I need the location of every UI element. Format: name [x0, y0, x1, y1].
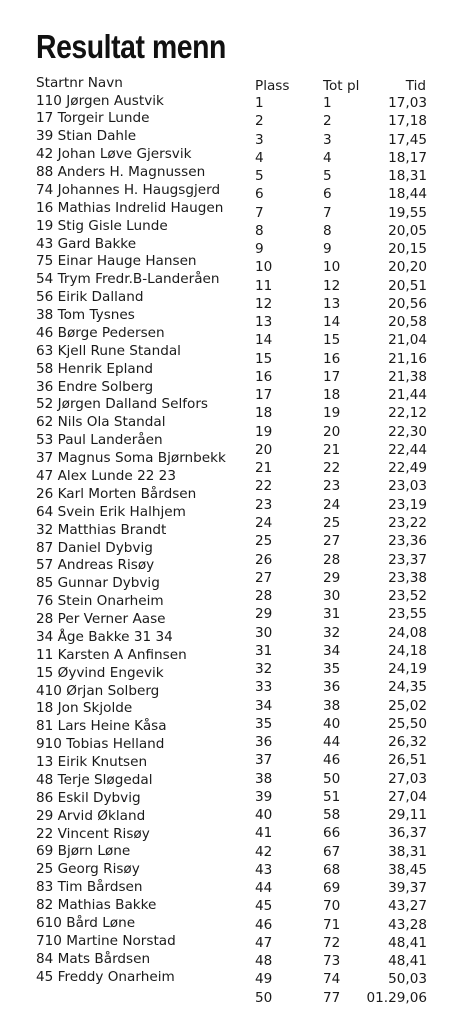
startnr-navn-entry: 43 Gard Bakke [36, 235, 137, 252]
startnr-navn-entry: 82 Mathias Bakke [36, 897, 157, 914]
plass-cell: 10 [255, 259, 273, 276]
tid-cell: 23,03 [388, 478, 427, 495]
totpl-cell: 6 [323, 186, 332, 203]
plass-cell: 1 [255, 95, 264, 111]
startnr-navn-entry: 88 Anders H. Magnussen [36, 164, 206, 181]
startnr-navn-entry: 110 Jørgen Austvik [36, 92, 164, 109]
totpl-cell: 67 [323, 843, 341, 860]
tid-cell: 23,38 [388, 569, 427, 586]
startnr-navn-entry: 47 Alex Lunde 22 23 [36, 467, 176, 484]
tid-cell: 20,15 [388, 241, 427, 258]
plass-cell: 41 [255, 825, 273, 842]
plass-cell: 21 [255, 460, 273, 477]
plass-cell: 2 [255, 113, 264, 130]
totpl-cell: 28 [323, 551, 341, 568]
totpl-cell: 24 [323, 496, 341, 513]
tid-cell: 48,41 [388, 953, 427, 970]
startnr-navn-entry: 16 Mathias Indrelid Haugen [36, 199, 224, 216]
startnr-navn-entry: 86 Eskil Dybvig [36, 789, 141, 806]
startnr-navn-entry: 74 Johannes H. Haugsgjerd [36, 181, 221, 198]
startnr-navn-entry: 32 Matthias Brandt [36, 521, 167, 538]
plass-cell: 24 [255, 514, 273, 531]
header-tid: Tid [405, 78, 426, 94]
startnr-navn-entry: 83 Tim Bårdsen [36, 879, 143, 896]
startnr-navn-entry: 57 Andreas Risøy [36, 557, 155, 574]
startnr-navn-entry: 410 Ørjan Solberg [36, 682, 160, 699]
totpl-cell: 34 [323, 642, 341, 659]
totpl-cell: 1 [323, 95, 332, 111]
startnr-navn-entry: 53 Paul Landeråen [36, 432, 163, 449]
tid-cell: 18,31 [388, 168, 427, 185]
plass-cell: 7 [255, 204, 264, 221]
startnr-navn-entry: 17 Torgeir Lunde [36, 110, 150, 127]
totpl-cell: 50 [323, 770, 341, 787]
plass-cell: 48 [255, 953, 273, 970]
plass-cell: 16 [255, 368, 273, 385]
totpl-cell: 7 [323, 204, 332, 221]
totpl-cell: 35 [323, 661, 341, 678]
plass-cell: 47 [255, 934, 273, 951]
plass-cell: 11 [255, 277, 273, 294]
tid-cell: 50,03 [388, 971, 427, 988]
totpl-cell: 38 [323, 697, 341, 714]
totpl-cell: 27 [323, 533, 341, 550]
totpl-cell: 68 [323, 861, 341, 878]
tid-cell: 39,37 [388, 880, 427, 897]
totpl-cell: 14 [323, 314, 341, 331]
totpl-cell: 17 [323, 368, 341, 385]
plass-cell: 44 [255, 880, 273, 897]
tid-cell: 26,51 [388, 752, 427, 769]
startnr-navn-entry: 28 Per Verner Aase [36, 611, 166, 628]
totpl-cell: 22 [323, 460, 341, 477]
totpl-cell: 12 [323, 277, 341, 294]
plass-cell: 15 [255, 350, 273, 367]
startnr-navn-entry: 34 Åge Bakke 31 34 [36, 628, 173, 645]
plass-cell: 17 [255, 387, 273, 404]
tid-cell: 19,55 [388, 204, 427, 221]
totpl-cell: 4 [323, 149, 332, 166]
startnr-navn-entry: 29 Arvid Økland [36, 807, 146, 824]
plass-cell: 39 [255, 788, 273, 805]
plass-cell: 14 [255, 332, 273, 349]
tid-cell: 17,18 [388, 113, 427, 130]
startnr-navn-entry: 710 Martine Norstad [36, 932, 176, 949]
startnr-navn-entry: 63 Kjell Rune Standal [36, 342, 181, 359]
startnr-navn-entry: 64 Svein Erik Halhjem [36, 503, 186, 520]
tid-cell: 22,12 [388, 405, 427, 422]
totpl-cell: 10 [323, 259, 341, 276]
header-startnr-navn: Startnr Navn [36, 75, 123, 91]
tid-cell: 21,38 [388, 368, 427, 385]
plass-cell: 33 [255, 679, 273, 696]
plass-cell: 22 [255, 478, 273, 495]
tid-cell: 23,52 [388, 588, 427, 605]
tid-cell: 38,31 [388, 843, 427, 860]
startnr-navn-entry: 54 Trym Fredr.B-Landeråen [36, 271, 220, 288]
tid-cell: 23,37 [388, 551, 427, 568]
plass-cell: 23 [255, 496, 273, 513]
startnr-navn-entry: 22 Vincent Risøy [36, 825, 150, 842]
plass-cell: 45 [255, 898, 273, 915]
tid-cell: 27,03 [388, 770, 427, 787]
plass-cell: 46 [255, 916, 273, 933]
plass-cell: 25 [255, 533, 273, 550]
totpl-cell: 44 [323, 734, 341, 751]
totpl-cell: 30 [323, 588, 341, 605]
tid-cell: 38,45 [388, 861, 427, 878]
plass-cell: 43 [255, 861, 273, 878]
startnr-navn-entry: 75 Einar Hauge Hansen [36, 253, 197, 270]
startnr-navn-entry: 26 Karl Morten Bårdsen [36, 485, 197, 502]
startnr-navn-entry: 87 Daniel Dybvig [36, 539, 153, 556]
plass-cell: 5 [255, 168, 264, 185]
tid-cell: 24,35 [388, 679, 427, 696]
startnr-navn-entry: 69 Bjørn Løne [36, 843, 131, 860]
totpl-cell: 20 [323, 423, 341, 440]
tid-cell: 29,11 [388, 807, 427, 824]
totpl-cell: 15 [323, 332, 341, 349]
startnr-navn-entry: 15 Øyvind Engevik [36, 664, 164, 681]
totpl-cell: 3 [323, 131, 332, 148]
plass-cell: 29 [255, 606, 273, 623]
startnr-navn-entry: 36 Endre Solberg [36, 378, 154, 395]
totpl-cell: 73 [323, 953, 341, 970]
tid-cell: 43,27 [388, 898, 427, 915]
totpl-cell: 66 [323, 825, 341, 842]
tid-cell: 24,18 [388, 642, 427, 659]
startnr-navn-entry: 58 Henrik Epland [36, 360, 153, 377]
startnr-navn-entry: 610 Bård Løne [36, 914, 136, 931]
plass-cell: 6 [255, 186, 264, 203]
totpl-cell: 40 [323, 715, 341, 732]
totpl-cell: 29 [323, 569, 341, 586]
startnr-navn-entry: 38 Tom Tysnes [36, 307, 135, 324]
plass-cell: 3 [255, 131, 264, 148]
tid-cell: 25,50 [388, 715, 427, 732]
startnr-navn-entry: 48 Terje Sløgedal [36, 771, 153, 788]
tid-cell: 20,51 [388, 277, 427, 294]
tid-cell: 23,19 [388, 496, 427, 513]
tid-cell: 20,20 [388, 259, 427, 276]
plass-cell: 4 [255, 149, 264, 166]
startnr-navn-entry: 42 Johan Løve Gjersvik [36, 146, 192, 163]
tid-cell: 24,08 [388, 624, 427, 641]
tid-cell: 23,22 [388, 514, 427, 531]
header-totpl: Tot pl [323, 78, 360, 94]
tid-cell: 21,16 [388, 350, 427, 367]
plass-cell: 12 [255, 295, 273, 312]
totpl-cell: 9 [323, 241, 332, 258]
totpl-cell: 58 [323, 807, 341, 824]
tid-cell: 21,44 [388, 387, 427, 404]
plass-cell: 9 [255, 241, 264, 258]
totpl-cell: 36 [323, 679, 341, 696]
totpl-cell: 46 [323, 752, 341, 769]
startnr-navn-entry: 46 Børge Pedersen [36, 324, 165, 341]
tid-cell: 43,28 [388, 916, 427, 933]
startnr-navn-entry: 56 Eirik Dalland [36, 289, 144, 306]
startnr-navn-entry: 76 Stein Onarheim [36, 593, 164, 610]
totpl-cell: 18 [323, 387, 341, 404]
totpl-cell: 21 [323, 441, 341, 458]
tid-cell: 18,17 [388, 149, 427, 166]
startnr-navn-entry: 52 Jørgen Dalland Selfors [36, 396, 209, 413]
startnr-navn-entry: 13 Eirik Knutsen [36, 754, 148, 771]
plass-cell: 49 [255, 971, 273, 988]
totpl-cell: 25 [323, 514, 341, 531]
plass-cell: 31 [255, 642, 273, 659]
totpl-cell: 51 [323, 788, 341, 805]
startnr-navn-entry: 39 Stian Dahle [36, 128, 137, 145]
tid-cell: 23,36 [388, 533, 427, 550]
tid-cell: 22,49 [388, 460, 427, 477]
startnr-navn-entry: 19 Stig Gisle Lunde [36, 217, 168, 234]
plass-cell: 13 [255, 314, 273, 331]
totpl-cell: 69 [323, 880, 341, 897]
totpl-cell: 19 [323, 405, 341, 422]
startnr-navn-entry: 45 Freddy Onarheim [36, 968, 175, 985]
tid-cell: 22,30 [388, 423, 427, 440]
startnr-navn-entry: 910 Tobias Helland [36, 736, 165, 753]
totpl-cell: 13 [323, 295, 341, 312]
tid-cell: 25,02 [388, 697, 427, 714]
totpl-cell: 71 [323, 916, 341, 933]
tid-cell: 24,19 [388, 661, 427, 678]
plass-cell: 42 [255, 843, 273, 860]
plass-cell: 35 [255, 715, 273, 732]
plass-cell: 37 [255, 752, 273, 769]
tid-cell: 01.29,06 [366, 989, 427, 1006]
plass-cell: 19 [255, 423, 273, 440]
tid-cell: 27,04 [388, 788, 427, 805]
plass-cell: 8 [255, 222, 264, 239]
totpl-cell: 8 [323, 222, 332, 239]
tid-cell: 23,55 [388, 606, 427, 623]
tid-cell: 48,41 [388, 934, 427, 951]
tid-cell: 20,05 [388, 222, 427, 239]
startnr-navn-entry: 84 Mats Bårdsen [36, 950, 151, 967]
startnr-navn-entry: 81 Lars Heine Kåsa [36, 718, 167, 735]
tid-cell: 36,37 [388, 825, 427, 842]
startnr-navn-entry: 18 Jon Skjolde [36, 700, 133, 717]
totpl-cell: 74 [323, 971, 341, 988]
tid-cell: 20,56 [388, 295, 427, 312]
plass-cell: 30 [255, 624, 273, 641]
startnr-navn-entry: 11 Karsten A Anfinsen [36, 646, 187, 663]
tid-cell: 22,44 [388, 441, 427, 458]
totpl-cell: 23 [323, 478, 341, 495]
totpl-cell: 5 [323, 168, 332, 185]
startnr-navn-entry: 62 Nils Ola Standal [36, 414, 166, 431]
header-plass: Plass [255, 78, 290, 94]
plass-cell: 34 [255, 697, 273, 714]
tid-cell: 26,32 [388, 734, 427, 751]
totpl-cell: 70 [323, 898, 341, 915]
tid-cell: 20,58 [388, 314, 427, 331]
plass-cell: 36 [255, 734, 273, 751]
tid-cell: 17,03 [388, 95, 427, 111]
totpl-cell: 31 [323, 606, 341, 623]
totpl-cell: 32 [323, 624, 341, 641]
tid-cell: 18,44 [388, 186, 427, 203]
tid-cell: 17,45 [388, 131, 427, 148]
plass-cell: 18 [255, 405, 273, 422]
plass-cell: 32 [255, 661, 273, 678]
startnr-navn-entry: 25 Georg Risøy [36, 861, 140, 878]
plass-cell: 50 [255, 989, 273, 1006]
totpl-cell: 16 [323, 350, 341, 367]
plass-cell: 26 [255, 551, 273, 568]
plass-cell: 40 [255, 807, 273, 824]
totpl-cell: 2 [323, 113, 332, 130]
totpl-cell: 72 [323, 934, 341, 951]
totpl-cell: 77 [323, 989, 341, 1006]
plass-cell: 38 [255, 770, 273, 787]
plass-cell: 28 [255, 588, 273, 605]
startnr-navn-entry: 37 Magnus Soma Bjørnbekk [36, 450, 226, 467]
plass-cell: 20 [255, 441, 273, 458]
tid-cell: 21,04 [388, 332, 427, 349]
plass-cell: 27 [255, 569, 273, 586]
page-title: Resultat menn [36, 28, 226, 65]
startnr-navn-entry: 85 Gunnar Dybvig [36, 575, 160, 592]
